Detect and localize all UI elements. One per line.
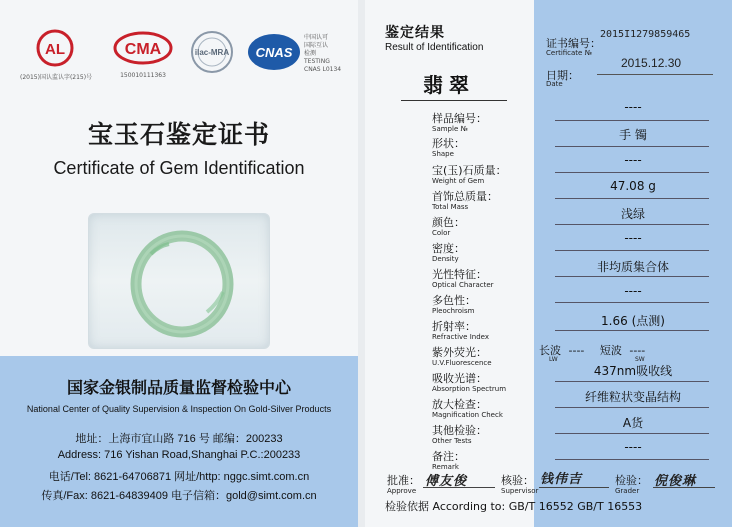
row-value-refractive-index: 1.66 (点测) xyxy=(601,314,665,328)
row-value-pleochroism: ---- xyxy=(624,284,642,298)
row-label-refractive-index: 折射率： Refractive Index xyxy=(432,320,489,341)
sw-value: ---- xyxy=(629,344,646,357)
date-underline xyxy=(597,74,713,75)
row-value-weight-of-gem: ---- xyxy=(624,153,642,167)
row-label-optical-character: 光性特征： Optical Character xyxy=(432,268,494,289)
gem-name-underline xyxy=(401,100,507,101)
row-line xyxy=(555,198,709,199)
supervisor-line xyxy=(539,487,609,488)
row-label-total-mass: 首饰总质量： Total Mass xyxy=(432,190,498,211)
row-label-remark: 备注： Remark xyxy=(432,450,465,471)
row-value-remark: ---- xyxy=(624,440,642,454)
gem-name: 翡翠 xyxy=(423,73,475,97)
grader-label: 检验： Grader xyxy=(615,474,648,495)
gem-photo xyxy=(88,213,270,349)
row-line xyxy=(555,381,709,382)
cert-no-label-cn: 证书编号： xyxy=(546,37,601,50)
cal-logo xyxy=(20,28,93,81)
svg-text:CNAS: CNAS xyxy=(255,45,293,60)
row-value-magnification-check: 纤维粒状变晶结构 xyxy=(584,390,681,404)
address-en: Address: 716 Yishan Road,Shanghai P.C.:200233 xyxy=(57,449,301,461)
row-value-sample-no: ---- xyxy=(624,100,642,114)
identification-result-page xyxy=(365,0,732,527)
row-value-total-mass: 47.08 g xyxy=(610,179,656,193)
svg-text:ilac-MRA: ilac-MRA xyxy=(194,48,230,57)
row-line xyxy=(555,302,709,303)
cal-caption: (2015)国认监认字(215)号 xyxy=(20,74,93,81)
lw-label: 长波 xyxy=(539,344,561,357)
uv-fluorescence-values xyxy=(539,342,719,363)
row-value-density: ---- xyxy=(624,231,642,245)
row-line xyxy=(555,120,709,121)
row-line xyxy=(555,433,709,434)
row-label-color: 颜色： Color xyxy=(432,216,465,237)
telephone: 电话/Tel: 8621-64706871 网址/http: nggc.simt.com.cn xyxy=(48,471,310,483)
date-value: 2015.12.30 xyxy=(621,56,682,70)
row-value-color: 浅绿 xyxy=(620,207,645,221)
certificate-title-cn: 宝玉石鉴定证书 xyxy=(87,120,270,149)
supervisor-label: 核验： Supervisor xyxy=(501,474,539,495)
grader-line xyxy=(653,487,715,488)
institution-name-en: National Center of Quality Supervision & Inspection On Gold-Silver Products xyxy=(26,404,332,414)
cert-no-value: 2015I1279859465 xyxy=(600,29,691,40)
row-line xyxy=(555,172,709,173)
result-subtitle: Result of Identification xyxy=(385,42,484,53)
row-line xyxy=(555,276,709,277)
lw-sub: LW xyxy=(549,356,558,363)
fax-email: 传真/Fax: 8621-64839409 电子信箱：gold@simt.com.cn xyxy=(41,490,317,502)
cma-caption: 150010111363 xyxy=(120,72,166,79)
certificate-cover xyxy=(0,0,358,527)
date-label-en: Date xyxy=(546,80,563,88)
row-value-other-tests: A货 xyxy=(622,416,644,430)
svg-text:AL: AL xyxy=(45,41,65,58)
date-label-cn: 日期： xyxy=(546,69,579,82)
row-line xyxy=(555,330,709,331)
row-label-pleochroism: 多色性： Pleochroism xyxy=(432,294,476,315)
grader-signature: 倪俊琳 xyxy=(654,474,697,489)
row-label-uv-fluorescence: 紫外荧光： U.V.Fluorescence xyxy=(432,346,492,367)
row-value-optical-character: 非均质集合体 xyxy=(596,260,669,274)
row-value-absorption-spectrum: 437nm吸收线 xyxy=(593,364,673,378)
row-label-absorption-spectrum: 吸收光谱： Absorption Spectrum xyxy=(432,372,507,393)
supervisor-signature: 钱伟吉 xyxy=(540,472,583,487)
lw-value: ---- xyxy=(568,344,585,357)
cert-no-label-en: Certificate № xyxy=(546,49,592,57)
cnas-logo xyxy=(246,28,356,80)
cma-logo xyxy=(108,28,178,79)
institution-name-cn: 国家金银制品质量监督检验中心 xyxy=(66,378,291,397)
result-title: 鉴定结果 xyxy=(385,25,445,41)
row-label-sample-no: 样品编号： Sample № xyxy=(432,112,487,133)
approve-signature: 傅友俊 xyxy=(425,474,468,489)
row-line xyxy=(555,407,709,408)
ilac-mra-logo xyxy=(182,28,242,80)
sw-sub: SW xyxy=(635,356,645,363)
certificate-title-en: Certificate of Gem Identification xyxy=(53,158,305,178)
row-label-other-tests: 其他检验： Other Tests xyxy=(432,424,487,445)
svg-text:CMA: CMA xyxy=(124,41,162,58)
row-label-weight-of-gem: 宝(玉)石质量： Weight of Gem xyxy=(432,164,507,185)
row-line xyxy=(555,224,709,225)
jade-bangle-image xyxy=(89,214,271,350)
approve-line xyxy=(423,487,495,488)
row-line xyxy=(555,146,709,147)
row-label-shape: 形状： Shape xyxy=(432,137,465,158)
testing-basis: 检验依据 According to: GB/T 16552 GB/T 16553 xyxy=(385,500,643,513)
row-line xyxy=(555,250,709,251)
row-label-magnification-check: 放大检查： Magnification Check xyxy=(432,398,503,419)
cnas-text: 中国认可 国际互认 检测 TESTING CNAS L0134 xyxy=(304,34,342,73)
sw-label: 短波 xyxy=(599,344,622,357)
address-cn: 地址：上海市宜山路 716 号 邮编：200233 xyxy=(75,433,283,445)
row-label-density: 密度： Density xyxy=(432,242,465,263)
row-line xyxy=(555,459,709,460)
accreditation-logos xyxy=(10,28,350,88)
row-value-shape: 手 镯 xyxy=(619,128,647,142)
approve-label: 批准： Approve xyxy=(387,474,420,495)
